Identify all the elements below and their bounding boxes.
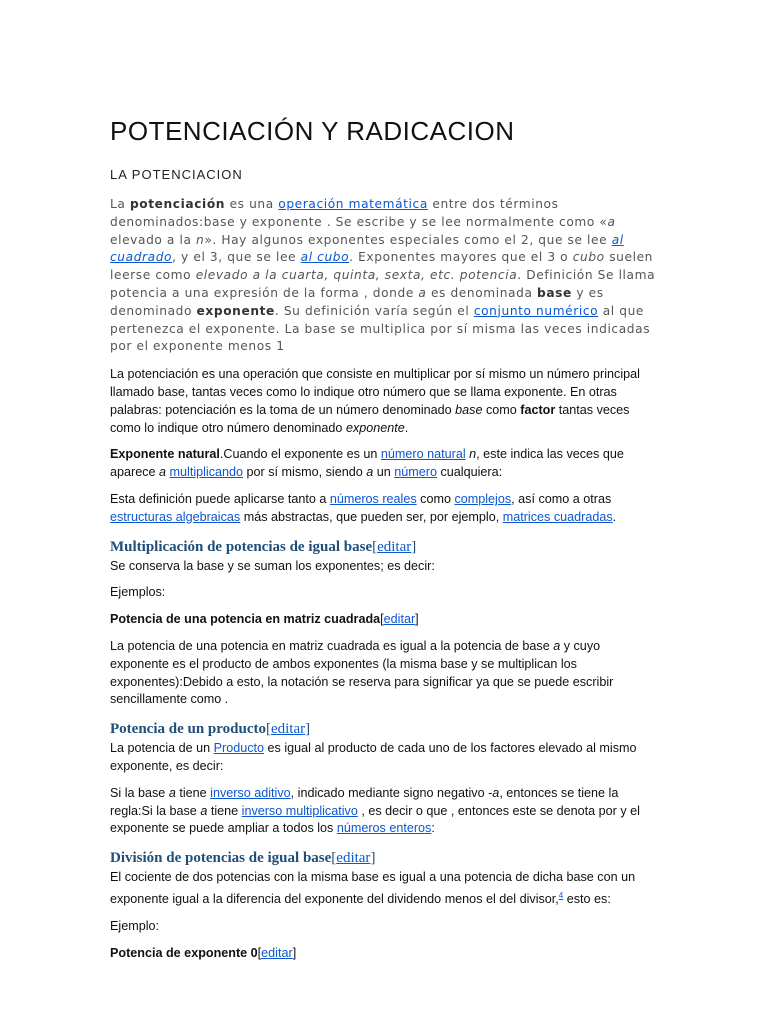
link-inverso-multiplicativo[interactable]: inverso multiplicativo — [241, 803, 358, 818]
intro-paragraph — [110, 196, 658, 356]
link-numero[interactable]: número — [394, 465, 437, 480]
italic-term: cubo — [572, 250, 605, 265]
text: Esta definición puede aplicarse tanto a — [110, 491, 330, 506]
edit-link[interactable]: editar — [261, 945, 293, 960]
text: , indicado mediante signo negativo - — [290, 785, 493, 800]
text: , entonces se tiene la regla:Si la base — [110, 785, 619, 818]
link-operacion-matematica[interactable]: operación matemática — [278, 197, 428, 211]
text: , este indica las veces que aparece — [110, 447, 624, 480]
heading-text: Potencia de un producto — [110, 721, 266, 738]
text: . Exponentes mayores que el 3 o — [349, 250, 573, 265]
subheading-exponente-cero: Potencia de exponente 0[editar] — [110, 945, 297, 960]
text: La potenciación es una operación que consiste en multiplicar por sí mismo un número principal llamado base, tantas veces como lo indique otro número que se llama exponente. En otras palabras: potenciación es la toma de un número denominado — [110, 367, 640, 417]
link-al-cubo[interactable] — [301, 250, 350, 264]
subheading-text: Potencia de exponente 0 — [110, 945, 258, 960]
text: tantas veces como lo indique otro número denominado — [110, 402, 630, 435]
italic-term: a — [553, 638, 561, 653]
heading-text: División de potencias de igual base — [110, 850, 332, 867]
text: tiene — [175, 785, 211, 800]
text: . Su definición varía según el — [274, 303, 474, 318]
italic-term: a — [366, 465, 374, 480]
edit-link[interactable]: editar — [383, 612, 416, 627]
paragraph-exponente-natural — [110, 446, 658, 482]
bold-term: potenciación — [129, 197, 226, 211]
bold-term: exponente — [196, 303, 275, 318]
link-numeros-enteros[interactable]: números enteros — [336, 821, 432, 836]
edit-link[interactable]: editar — [270, 721, 306, 738]
paragraph-division — [110, 869, 658, 909]
text: Si la base — [110, 785, 169, 800]
text: El cociente de dos potencias con la misma base es igual a una potencia de dicha base con un exponente igual a la diferencia del exponente del dividendo menos el del divisor, — [110, 870, 636, 907]
bold-term: base — [537, 285, 572, 300]
bold-term: Exponente natural — [110, 447, 220, 462]
text: es una — [225, 197, 279, 211]
text: , y el 3, que se lee — [172, 250, 301, 265]
text: suelen leerse como — [110, 250, 653, 283]
bold-term: factor — [520, 402, 556, 417]
italic-term: n — [469, 447, 477, 462]
heading-text: Multiplicación de potencias de igual base — [110, 538, 373, 555]
italic-term: a — [159, 465, 167, 480]
text: un — [373, 465, 395, 480]
italic-term: a — [492, 785, 500, 800]
italic-term: n — [196, 232, 205, 247]
paragraph-potencia-producto — [110, 740, 658, 776]
text: esto es: — [563, 892, 611, 907]
link-inverso-aditivo[interactable]: inverso aditivo — [210, 785, 291, 800]
paragraph-definition — [110, 366, 658, 437]
link-numero-natural[interactable]: número natural — [380, 447, 466, 462]
link-estructuras-algebraicas[interactable]: estructuras algebraicas — [110, 509, 241, 524]
text: entre dos términos denominados:base y exponente . Se escribe y se lee normalmente como « — [110, 197, 608, 229]
link-complejos[interactable]: complejos — [454, 491, 512, 506]
text: más abstractas, que pueden ser, por ejemplo, — [240, 509, 503, 524]
paragraph-ejemplos: Ejemplos: — [110, 585, 166, 600]
italic-term: exponente — [345, 420, 405, 435]
text: como — [416, 491, 455, 506]
edit-link[interactable]: editar — [377, 538, 412, 555]
edit-link[interactable]: editar — [336, 850, 371, 867]
text: como — [482, 402, 521, 417]
text: . — [404, 420, 409, 435]
text: , es decir o que , entonces este se denota por y el exponente se puede ampliar a todos los — [110, 803, 640, 836]
italic-term: a — [418, 285, 427, 300]
link-multiplicando[interactable]: multiplicando — [169, 465, 244, 480]
footnote-link[interactable]: 4 — [558, 890, 564, 900]
section-subtitle: LA POTENCIACION — [110, 167, 243, 182]
text: La potencia de un — [110, 741, 214, 756]
link-producto[interactable]: Producto — [213, 741, 265, 756]
link-numeros-reales[interactable]: números reales — [329, 491, 417, 506]
text: es igual al producto de cada uno de los factores elevado al mismo exponente, es decir: — [110, 741, 637, 773]
link-matrices-cuadradas[interactable]: matrices cuadradas — [502, 509, 613, 524]
paragraph-ejemplo: Ejemplo: — [110, 918, 159, 933]
paragraph-conserva-base: Se conserva la base y se suman los exponentes; es decir: — [110, 558, 435, 573]
text: elevado a la — [110, 232, 197, 247]
italic-term: base — [455, 402, 483, 417]
heading-division: División de potencias de igual base[editar] — [110, 850, 376, 867]
text: tiene — [207, 803, 242, 818]
page-title: POTENCIACIÓN Y RADICACION — [110, 116, 515, 146]
text: La — [110, 197, 130, 211]
subheading-potencia-de-potencia: Potencia de una potencia en matriz cuadrada[editar] — [110, 612, 419, 627]
paragraph-inverso — [110, 785, 658, 838]
text: , así como a otras — [511, 491, 612, 506]
text: al que pertenezca el exponente. La base se multiplica por sí misma las veces indicadas por el exponente menos 1 — [110, 303, 651, 354]
italic-term: a — [607, 214, 616, 229]
link-label: al cuadrado — [110, 232, 624, 265]
text: La potencia de una potencia en matriz cuadrada es igual a la potencia de base — [110, 638, 554, 653]
link-label: al cubo — [300, 250, 350, 265]
text: . — [612, 509, 617, 524]
text: : — [431, 821, 435, 836]
text: por sí mismo, siendo — [243, 465, 367, 480]
italic-term: a — [200, 803, 208, 818]
subheading-text: Potencia de una potencia en matriz cuadrada — [110, 612, 381, 627]
heading-multiplicacion: Multiplicación de potencias de igual base[editar] — [110, 538, 417, 555]
text: es denominada — [426, 285, 538, 300]
italic-term: a — [168, 785, 176, 800]
text: cualquiera: — [436, 465, 503, 480]
text: ». Hay algunos exponentes especiales como el 2, que se lee — [204, 232, 612, 247]
paragraph-aplicacion — [110, 491, 658, 527]
link-conjunto-numerico[interactable]: conjunto numérico — [473, 303, 599, 318]
text: . Definición Se llama potencia a una expresión de la forma , donde — [110, 268, 656, 300]
paragraph-potencia-de-potencia — [110, 638, 658, 709]
text: y es denominado — [110, 285, 604, 318]
text: .Cuando el exponente es un — [219, 447, 381, 462]
text: y cuyo exponente es el producto de ambos exponentes (la misma base y se multiplican los exponentes):Debido a esto, la notación se reserva para significar ya que se puede escribir sencillamente como . — [110, 638, 614, 707]
italic-term: elevado a la cuarta, quinta, sexta, etc. potencia — [195, 268, 518, 283]
heading-potencia-producto: Potencia de un producto[editar] — [110, 721, 311, 738]
